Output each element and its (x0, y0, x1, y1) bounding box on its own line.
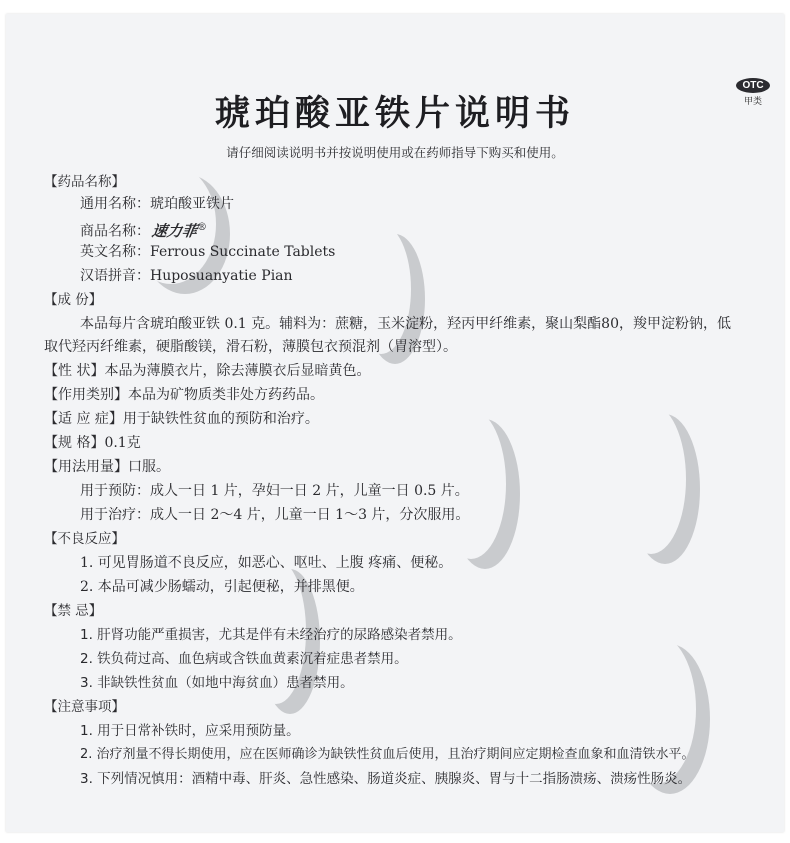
dosage-prevention: 用于预防：成人一日 1 片，孕妇一日 2 片，儿童一日 0.5 片。 (80, 483, 469, 499)
adverse-item-2: 2. 本品可减少肠蠕动，引起便秘，并排黑便。 (80, 579, 364, 595)
otc-oval: OTC (736, 78, 770, 93)
section-indication: 【适 应 症】用于缺铁性贫血的预防和治疗。 (44, 411, 319, 427)
precaution-item-3: 3. 下列情况慎用：酒精中毒、肝炎、急性感染、肠道炎症、胰腺炎、胃与十二指肠溃疡、溃疡性肠炎。 (80, 771, 692, 787)
contra-item-2: 2. 铁负荷过高、血色病或含铁血黄素沉着症患者禁用。 (80, 651, 408, 667)
section-drug-name-header: 【药品名称】 (44, 174, 125, 190)
registered-mark: ® (197, 222, 208, 233)
section-adverse-header: 【不良反应】 (44, 531, 125, 547)
section-contra-header: 【禁 忌】 (44, 603, 103, 619)
generic-name: 通用名称：琥珀酸亚铁片 (80, 196, 234, 212)
pinyin-name: 汉语拼音：Huposuanyatie Pian (80, 268, 293, 284)
section-composition-header: 【成 份】 (44, 292, 103, 308)
trade-name (80, 218, 207, 242)
composition-line-2: 取代羟丙纤维素，硬脂酸镁，滑石粉，薄膜包衣预混剂（胃溶型）。 (44, 339, 457, 355)
document-title: 琥珀酸亚铁片说明书 (214, 94, 575, 134)
adverse-item-1: 1. 可见胃肠道不良反应，如恶心、呕吐、上腹 疼痛、便秘。 (80, 555, 453, 571)
brand-logo: 速力菲 (150, 221, 199, 240)
contra-item-3: 3. 非缺铁性贫血（如地中海贫血）患者禁用。 (80, 675, 354, 691)
otc-class-label: 甲类 (743, 97, 762, 107)
section-spec: 【规 格】0.1克 (44, 435, 141, 451)
watermark-crescent (616, 404, 686, 554)
section-dosage-header: 【用法用量】口服。 (44, 459, 170, 475)
dosage-treatment: 用于治疗：成人一日 2～4 片，儿童一日 1～3 片，分次服用。 (80, 507, 470, 523)
contra-item-1: 1. 肝肾功能严重损害，尤其是伴有未经治疗的尿路感染者禁用。 (80, 627, 462, 643)
watermark-crescent (351, 224, 411, 354)
section-character: 【性 状】本品为薄膜衣片，除去薄膜衣后显暗黄色。 (44, 363, 371, 379)
precaution-item-2: 2. 治疗剂量不得长期使用，应在医师确诊为缺铁性贫血后使用，且治疗期间应定期检查血象和血清铁水平。 (80, 747, 695, 762)
trade-name-label: 商品名称： (80, 223, 150, 240)
document-subtitle: 请仔细阅读说明书并按说明使用或在药师指导下购买和使用。 (226, 145, 564, 160)
english-name: 英文名称：Ferrous Succinate Tablets (80, 244, 336, 260)
composition-line-1: 本品每片含琥珀酸亚铁 0.1 克。辅料为：蔗糖，玉米淀粉，羟丙甲纤维素，聚山梨酯80，羧甲淀粉钠，低 (80, 316, 731, 332)
precaution-item-1: 1. 用于日常补铁时，应采用预防量。 (80, 723, 300, 739)
section-category: 【作用类别】本品为矿物质类非处方药药品。 (44, 387, 324, 403)
section-precautions-header: 【注意事项】 (44, 699, 125, 715)
